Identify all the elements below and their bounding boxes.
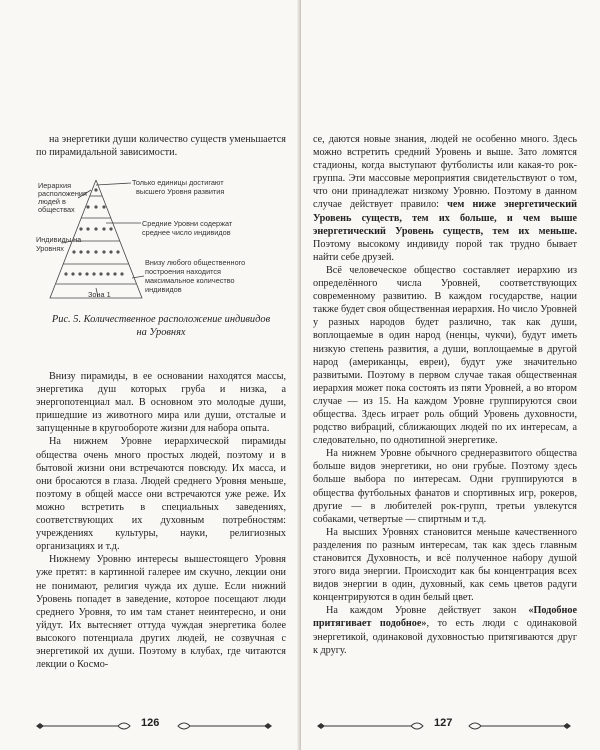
caption-line-1: Рис. 5. Количественное расположение индивидов — [51, 314, 271, 325]
right-paragraph-4: На высших Уровнях становится меньше качественного разделения по разным интересам, так как здесь главным становится Духовность, и всё полученное набору душой этого вида энергии. Происходит как бы концентрация всех видов энергии в один, духовный, как семь цветов радуги концентрируются в один белый цвет. — [313, 526, 577, 604]
right-paragraph-1 — [313, 133, 577, 264]
right-paragraph-3: На нижнем Уровне обычного среднеразвитого общества больше видов энергетики, но они грубые. Поэтому здесь больше выбора по интересам. Одни группируются в общества футбольных фанатов и спортивных игр, рокеров, другие — в любителей рок-групп, третьи увлекутся собаками, четвертые — спиртным и т.д. — [313, 448, 577, 525]
right-footer — [301, 717, 600, 735]
label-bottom-4: индивидов — [145, 285, 182, 294]
label-hierarchy-4: обществах — [38, 205, 75, 214]
label-hierarchy-1: Иерархия — [38, 181, 72, 190]
page-number-right: 127 — [434, 717, 453, 729]
rule-bold-text: чем ниже энергетический Уровень существ, тем их больше, и чем выше энергетический Уровень существ, тем их меньше. — [313, 199, 577, 237]
left-footer — [0, 717, 299, 735]
right-body — [313, 133, 577, 657]
page-number-left: 126 — [141, 717, 160, 729]
law-bold-text: «Подобное притягивает подобное» — [313, 605, 577, 630]
label-units-1: Только единицы достигают — [132, 180, 224, 187]
label-bottom-2: построения находится — [145, 267, 222, 276]
pyramid-diagram — [36, 180, 286, 300]
label-individuals-2: Уровнях — [36, 244, 64, 253]
label-individuals-1: Индивиды на — [36, 235, 82, 244]
right-paragraph-5-a: На каждом Уровне действует закон — [326, 605, 529, 617]
label-hierarchy-2: расположения — [38, 189, 87, 198]
label-units-2: высшего Уровня развития — [136, 187, 225, 196]
label-middle-2: среднее число индивидов — [142, 228, 231, 237]
figure-caption — [36, 313, 286, 339]
caption-line-2: на Уровнях — [136, 327, 186, 338]
right-paragraph-5-b: , то есть люди с одинаковой энергетикой, одинаковой духовностью притягиваются друг к другу. — [313, 618, 577, 656]
label-zone: Зона 1 — [88, 290, 111, 299]
label-bottom-3: максимальное количество — [145, 276, 235, 285]
left-intro-text: на энергетики души количество существ уменьшается по пирамидальной зависимости. — [36, 134, 286, 159]
right-paragraph-5 — [313, 604, 577, 656]
left-page — [0, 0, 299, 750]
right-page — [301, 0, 600, 750]
left-paragraph-2: На нижнем Уровне иерархической пирамиды общества очень много простых людей, поэтому и в бытовой жизни они встречаются повсюду. Их масса, и они бросаются в глаза. Людей среднего Уровня меньше, поэтому в общей массе они встречаются уже реже. Их можно встретить в специальных заведениях, соответствующих их духовным потребностям: учреждениях культуры, науки, религиозных организациях и т.д. — [36, 436, 286, 553]
left-intro — [36, 133, 286, 159]
pyramid-figure — [36, 180, 286, 300]
left-body — [36, 370, 286, 671]
right-paragraph-1-a: се, даются новые знания, людей не особенно много. Здесь можно встретить средний Уровень и выше. Зато ломятся стадионы, когда выступают футболисты или какая-то рок-группа. Эти массовые мероприятия свидетельствуют о том, что они принадлежат низкому Уровню. Поэтому в данном случае действует правило: — [313, 134, 577, 211]
pyramid-people-dots — [64, 188, 123, 275]
label-hierarchy-3: людей в — [38, 197, 66, 206]
right-paragraph-1-b: Поэтому высокому индивиду порой так трудно бывает найти себе друзей. — [313, 238, 577, 263]
left-paragraph-1: Внизу пирамиды, в ее основании находятся массы, энергетика душ которых груба и низка, а энергопотенциал мал. В основном это молодые души, пришедшие из животного мира или души, отсталые и запущенные в кругообороте жизни для набора опыта. — [36, 371, 286, 435]
left-paragraph-3: Нижнему Уровню интересы вышестоящего Уровня уже претят: в картинной галерее им скучно, лекции они не понимают, религия чужда их душе. Если нижний Уровень попадет в заведение, которое посещают люди среднего Уровня, то им там станет неинтересно, и они уйдут. Их вытесняет оттуда чуждая энергетика более высокого потенциала других людей, не созвучная с энергетикой их души. Поэтому в клубах, где читаются лекции о Космо- — [36, 554, 286, 671]
right-paragraph-2: Всё человеческое общество составляет иерархию из определённого числа Уровней, соответствующих современному развитию. В каждом государстве, нации также будет своя общественная иерархия. Но число Уровней у разных народов будет различно, так как души, воплощаемые в один народ (ненцы, чукчи), будут иметь низкую степень развития, а души, воплощаемые в другой народ (американцы, евреи), будут уже значительно развитыми. Поэтому в первом случае такая общественная иерархия может пока состоять из пяти Уровней, а во втором случае — из 15. На каждом Уровне группируются свои общества. Здесь играет роль общий Уровень духовности, родство вибраций, сближающих людей по их интересам, а следовательно, по однотипной энергетике. — [313, 264, 577, 447]
label-middle-1: Средние Уровни содержат — [142, 219, 233, 228]
label-bottom-1: Внизу любого общественного — [145, 258, 246, 267]
